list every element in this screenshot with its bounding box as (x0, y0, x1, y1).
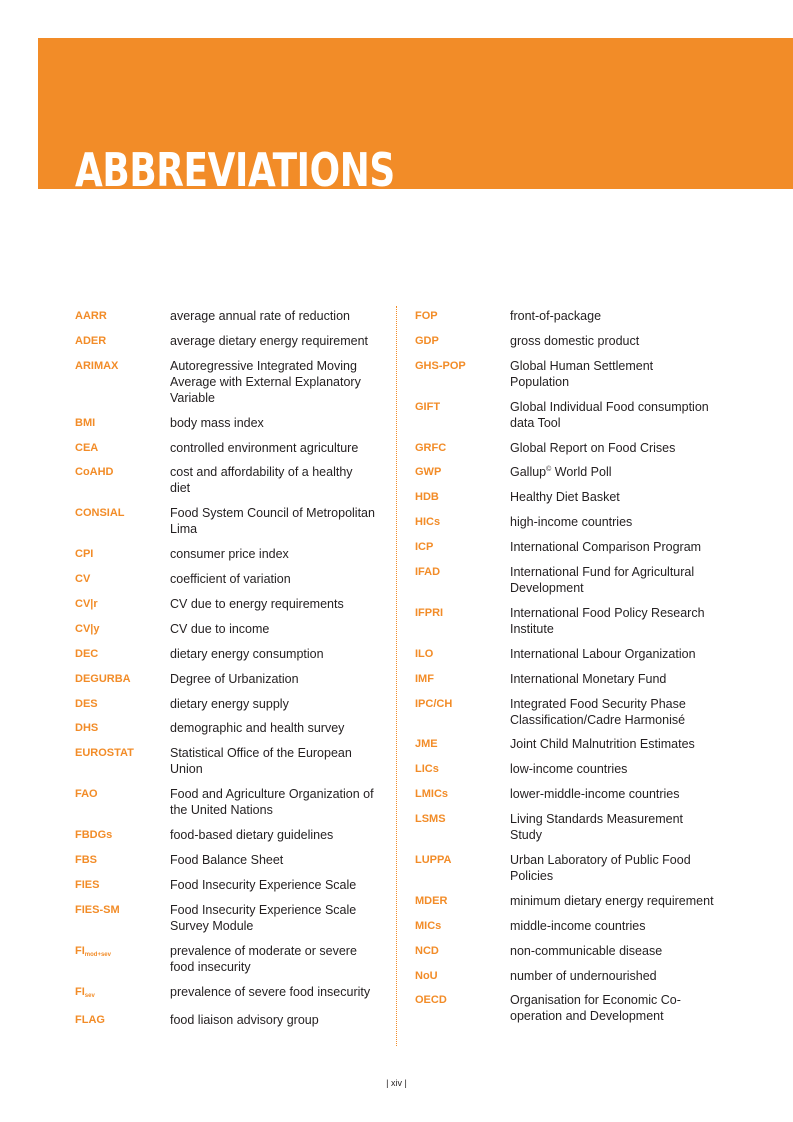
abbreviation-entry (415, 646, 715, 662)
abbreviation-definition: Degree of Urbanization (170, 671, 299, 686)
abbreviation-definition: coefficient of variation (170, 572, 291, 587)
abbreviation-definition: Global Report on Food Crises (510, 440, 676, 455)
abbreviation-entry (415, 440, 715, 456)
abbreviation-term: FBDGs (75, 829, 113, 842)
abbreviation-term: LSMS (415, 813, 446, 826)
abbreviation-term: GRFC (415, 441, 447, 454)
abbreviations-column-left (75, 308, 375, 1037)
abbreviation-term: LICs (415, 763, 439, 776)
column-divider (396, 306, 397, 1046)
abbreviation-definition: International Labour Organization (510, 646, 696, 661)
abbreviation-entry (75, 333, 375, 349)
abbreviation-definition: cost and affordability of a healthy diet (170, 465, 353, 496)
abbreviation-term: OECD (415, 994, 447, 1007)
abbreviation-entry (75, 505, 375, 537)
abbreviation-term: GWP (415, 466, 442, 479)
abbreviation-entry (75, 464, 375, 496)
abbreviation-entry (75, 745, 375, 777)
abbreviation-entry (75, 852, 375, 868)
abbreviation-term: IMF (415, 672, 434, 685)
abbreviation-entry (75, 827, 375, 843)
abbreviation-definition: minimum dietary energy requirement (510, 893, 714, 908)
abbreviation-definition: International Fund for Agricultural Development (510, 565, 695, 596)
abbreviation-term: FIES-SM (75, 903, 120, 916)
abbreviation-entry (415, 605, 715, 637)
abbreviation-definition: CV due to income (170, 621, 270, 636)
abbreviation-definition: consumer price index (170, 547, 289, 562)
abbreviation-definition: non-communicable disease (510, 943, 663, 958)
abbreviation-definition: CV due to energy requirements (170, 597, 344, 612)
abbreviation-definition: lower-middle-income countries (510, 787, 680, 802)
abbreviation-definition: low-income countries (510, 762, 628, 777)
abbreviation-entry (75, 984, 375, 1004)
abbreviation-term: GDP (415, 334, 439, 347)
abbreviation-entry (75, 696, 375, 712)
abbreviation-term: DEGURBA (75, 672, 131, 685)
abbreviation-entry (415, 943, 715, 959)
abbreviation-entry (75, 546, 375, 562)
abbreviation-term: NCD (415, 944, 439, 957)
abbreviation-definition: average annual rate of reduction (170, 309, 350, 323)
abbreviation-term: NoU (415, 969, 438, 982)
abbreviation-entry (415, 489, 715, 505)
abbreviation-entry (415, 968, 715, 984)
abbreviation-definition: prevalence of moderate or severe food insecurity (170, 943, 357, 974)
abbreviation-entry (75, 621, 375, 637)
abbreviation-term: DES (75, 697, 98, 710)
abbreviation-term: CPI (75, 548, 94, 561)
abbreviation-term: DEC (75, 647, 99, 660)
abbreviation-definition: Statistical Office of the European Union (170, 746, 352, 777)
abbreviation-term: CONSIAL (75, 507, 125, 520)
abbreviation-entry (75, 1012, 375, 1028)
abbreviation-term: FIES (75, 878, 100, 891)
abbreviation-term: GIFT (415, 400, 441, 413)
abbreviation-term: ICP (415, 541, 434, 554)
abbreviation-entry (415, 696, 715, 728)
abbreviation-entry (75, 596, 375, 612)
abbreviation-definition: dietary energy consumption (170, 646, 324, 661)
abbreviation-term: EUROSTAT (75, 747, 134, 760)
abbreviation-definition: Food System Council of Metropolitan Lima (170, 506, 375, 537)
abbreviation-definition: Organisation for Economic Co-operation and Development (510, 993, 681, 1024)
abbreviation-definition: Food Insecurity Experience Scale (170, 877, 357, 892)
abbreviation-definition: food-based dietary guidelines (170, 828, 334, 843)
abbreviation-definition: Autoregressive Integrated Moving Average with External Explanatory Variable (170, 358, 361, 405)
abbreviation-definition: International Food Policy Research Institute (510, 605, 705, 636)
abbreviation-definition: Healthy Diet Basket (510, 490, 620, 505)
abbreviation-term: GHS-POP (415, 359, 466, 372)
abbreviation-subscript: sev (84, 992, 95, 999)
abbreviation-definition: Urban Laboratory of Public Food Policies (510, 853, 691, 884)
abbreviation-definition: International Comparison Program (510, 540, 702, 555)
abbreviation-term: ILO (415, 647, 434, 660)
abbreviation-entry (75, 440, 375, 456)
abbreviation-entry (415, 852, 715, 884)
abbreviation-definition: Global Human Settlement Population (510, 358, 654, 389)
abbreviation-term: HICs (415, 516, 441, 529)
abbreviation-definition: average dietary energy requirement (170, 333, 369, 348)
abbreviation-term: IFAD (415, 566, 441, 579)
abbreviation-term: FLAG (75, 1014, 105, 1027)
abbreviations-column-right (415, 308, 715, 1033)
abbreviation-entry (415, 992, 715, 1024)
abbreviation-entry (415, 761, 715, 777)
abbreviation-entry (415, 358, 715, 390)
abbreviation-entry (75, 902, 375, 934)
abbreviation-term: LMICs (415, 788, 448, 801)
abbreviation-term: HDB (415, 491, 439, 504)
abbreviation-definition: Global Individual Food consumption data Tool (510, 399, 709, 430)
abbreviation-entry (75, 720, 375, 736)
abbreviation-term: FOP (415, 310, 438, 322)
abbreviation-definition: dietary energy supply (170, 696, 289, 711)
copyright-superscript: © (546, 466, 552, 474)
abbreviation-term: CV|r (75, 598, 98, 611)
abbreviation-entry (415, 893, 715, 909)
abbreviation-definition: high-income countries (510, 515, 633, 530)
abbreviation-entry (415, 308, 715, 324)
abbreviation-entry (415, 671, 715, 687)
abbreviation-term: MDER (415, 894, 448, 907)
abbreviation-definition: Integrated Food Security Phase Classification/Cadre Harmonisé (510, 696, 686, 727)
abbreviation-entry (415, 333, 715, 349)
abbreviation-entry (75, 671, 375, 687)
abbreviation-term: DHS (75, 722, 99, 735)
abbreviation-term: CV (75, 573, 91, 586)
abbreviation-term: BMI (75, 416, 96, 429)
abbreviation-term: IPC/CH (415, 697, 453, 710)
abbreviation-entry (415, 918, 715, 934)
abbreviation-entry (415, 464, 715, 480)
abbreviation-term: JME (415, 738, 438, 751)
abbreviation-entry (75, 358, 375, 406)
abbreviation-definition: body mass index (170, 415, 264, 430)
abbreviation-entry (75, 415, 375, 431)
abbreviation-term: FAO (75, 788, 98, 801)
abbreviation-definition: Food Insecurity Experience Scale Survey Module (170, 902, 357, 933)
abbreviation-entry (415, 736, 715, 752)
abbreviation-term: AARR (75, 310, 107, 322)
page-number: | xiv | (386, 1078, 407, 1088)
abbreviation-definition: prevalence of severe food insecurity (170, 984, 371, 999)
abbreviation-definition: demographic and health survey (170, 721, 345, 736)
abbreviation-entry (415, 811, 715, 843)
abbreviation-term: CV|y (75, 622, 100, 635)
abbreviation-definition: Food and Agriculture Organization of the United Nations (170, 787, 374, 818)
abbreviation-term: LUPPA (415, 854, 452, 867)
abbreviation-entry (415, 786, 715, 802)
abbreviation-term: ARIMAX (75, 359, 119, 372)
abbreviation-definition: front-of-package (510, 309, 602, 323)
abbreviation-entry (75, 786, 375, 818)
abbreviation-definition: Living Standards Measurement Study (510, 812, 684, 843)
abbreviation-term: MICs (415, 919, 442, 932)
abbreviation-entry (415, 564, 715, 596)
abbreviation-entry (75, 571, 375, 587)
abbreviation-term: IFPRI (415, 606, 444, 619)
abbreviation-entry (415, 539, 715, 555)
abbreviation-term: CEA (75, 441, 99, 454)
abbreviation-definition: number of undernourished (510, 968, 657, 983)
abbreviation-term: $FI_{sev}$ (75, 985, 95, 999)
abbreviation-entry (75, 308, 375, 324)
abbreviation-definition: Gallup© World Poll (510, 465, 612, 480)
abbreviation-definition: controlled environment agriculture (170, 440, 359, 455)
abbreviation-term: ADER (75, 334, 107, 347)
abbreviation-definition: Joint Child Malnutrition Estimates (510, 737, 695, 752)
abbreviation-definition: International Monetary Fund (510, 671, 667, 686)
abbreviation-definition: Food Balance Sheet (170, 853, 284, 868)
abbreviation-term: FBS (75, 854, 97, 867)
page-title: ABBREVIATIONS (75, 143, 395, 197)
abbreviation-entry (75, 877, 375, 893)
abbreviation-definition: gross domestic product (510, 333, 640, 348)
abbreviation-entry (415, 399, 715, 431)
abbreviation-entry (415, 514, 715, 530)
abbreviation-definition: food liaison advisory group (170, 1013, 319, 1028)
abbreviation-definition: middle-income countries (510, 918, 646, 933)
abbreviation-entry (75, 646, 375, 662)
abbreviation-term: CoAHD (75, 466, 114, 479)
abbreviation-term: $FI_{mod+sev}$ (75, 944, 111, 958)
abbreviation-entry (75, 943, 375, 975)
abbreviation-subscript: mod+sev (84, 951, 111, 958)
